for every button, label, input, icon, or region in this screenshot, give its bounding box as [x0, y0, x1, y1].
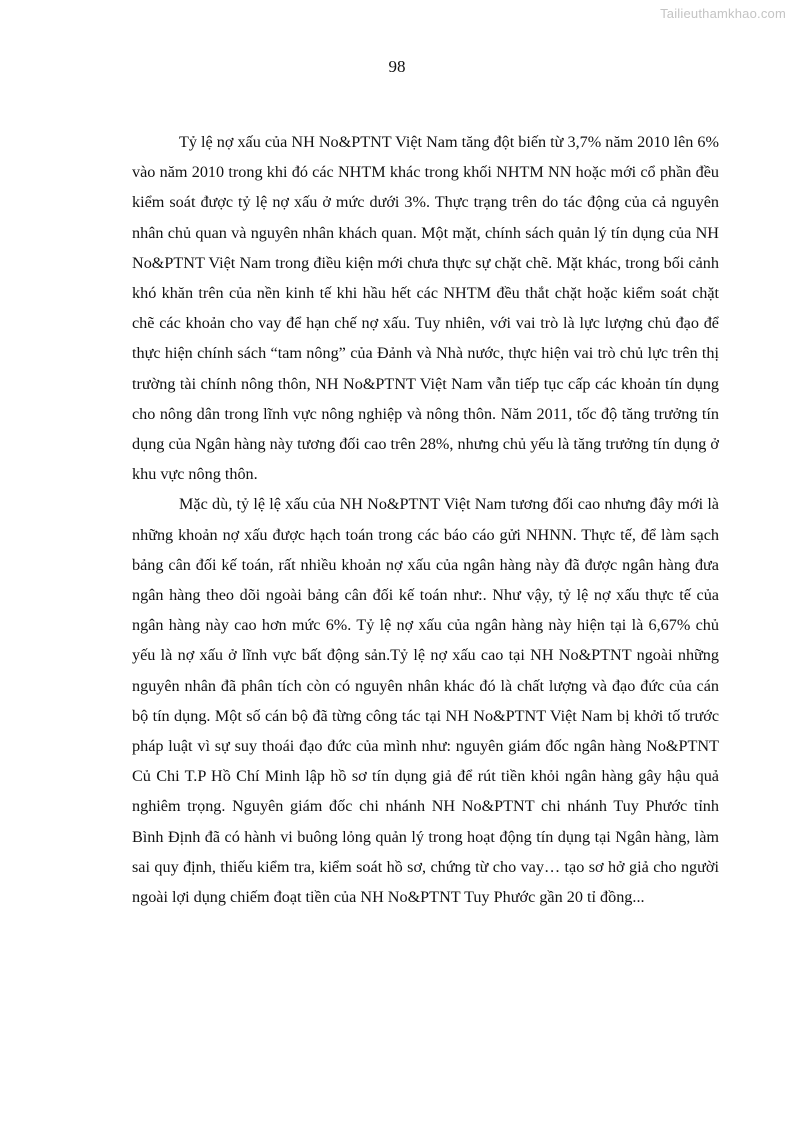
page-number: 98: [388, 57, 406, 76]
document-body: [132, 127, 719, 912]
paragraph-1: Tỷ lệ nợ xấu của NH No&PTNT Việt Nam tăng đột biến từ 3,7% năm 2010 lên 6% vào năm 2010 trong khi đó các NHTM khác trong khối NHTM NN hoặc mới cổ phần đều kiểm soát được tỷ lệ nợ xấu ở mức dưới 3%. Thực trạng trên do tác động của cả nguyên nhân chủ quan và nguyên nhân khách quan. Một mặt, chính sách quản lý tín dụng của NH No&PTNT Việt Nam trong điều kiện mới chưa thực sự chặt chẽ. Mặt khác, trong bối cảnh khó khăn trên của nền kinh tế khi hầu hết các NHTM đều thắt chặt hoặc kiểm soát chặt chẽ các khoản cho vay để hạn chế nợ xấu. Tuy nhiên, với vai trò là lực lượng chủ đạo để thực hiện chính sách “tam nông” của Đảnh và Nhà nước, thực hiện vai trò chủ lực trên thị trường tài chính nông thôn, NH No&PTNT Việt Nam vẫn tiếp tục cấp các khoản tín dụng cho nông dân trong lĩnh vực nông nghiệp và nông thôn. Năm 2011, tốc độ tăng trưởng tín dụng của Ngân hàng này tương đối cao trên 28%, nhưng chủ yếu là tăng trưởng tín dụng ở khu vực nông thôn.: [132, 133, 719, 484]
watermark: Tailieuthamkhao.com: [660, 6, 786, 21]
paragraph-2: Mặc dù, tỷ lệ lệ xấu của NH No&PTNT Việt Nam tương đối cao nhưng đây mới là những khoản nợ xấu được hạch toán trong các báo cáo gửi NHNN. Thực tế, để làm sạch bảng cân đối kế toán, rất nhiều khoản nợ xấu của ngân hàng này đã được ngân hàng đưa ngân hàng theo dõi ngoài bảng cân đối kế toán như:. Như vậy, tỷ lệ nợ xấu thực tế của ngân hàng này cao hơn mức 6%. Tỷ lệ nợ xấu của ngân hàng này hiện tại là 6,67% chủ yếu là nợ xấu ở lĩnh vực bất động sản.Tỷ lệ nợ xấu cao tại NH No&PTNT ngoài những nguyên nhân đã phân tích còn có nguyên nhân khác đó là chất lượng và đạo đức của cán bộ tín dụng. Một số cán bộ đã từng công tác tại NH No&PTNT Việt Nam bị khởi tố trước pháp luật vì sự suy thoái đạo đức của mình như: nguyên giám đốc ngân hàng No&PTNT Củ Chi T.P Hồ Chí Minh lập hồ sơ tín dụng giả để rút tiền khỏi ngân hàng gây hậu quả nghiêm trọng. Nguyên giám đốc chi nhánh NH No&PTNT chi nhánh Tuy Phước tỉnh Bình Định đã có hành vi buông lỏng quản lý trong hoạt động tín dụng tại Ngân hàng, làm sai quy định, thiếu kiểm tra, kiểm soát hồ sơ, chứng từ cho vay… tạo sơ hở giả cho người ngoài lợi dụng chiếm đoạt tiền của NH No&PTNT Tuy Phước gần 20 tỉ đồng...: [132, 495, 719, 907]
